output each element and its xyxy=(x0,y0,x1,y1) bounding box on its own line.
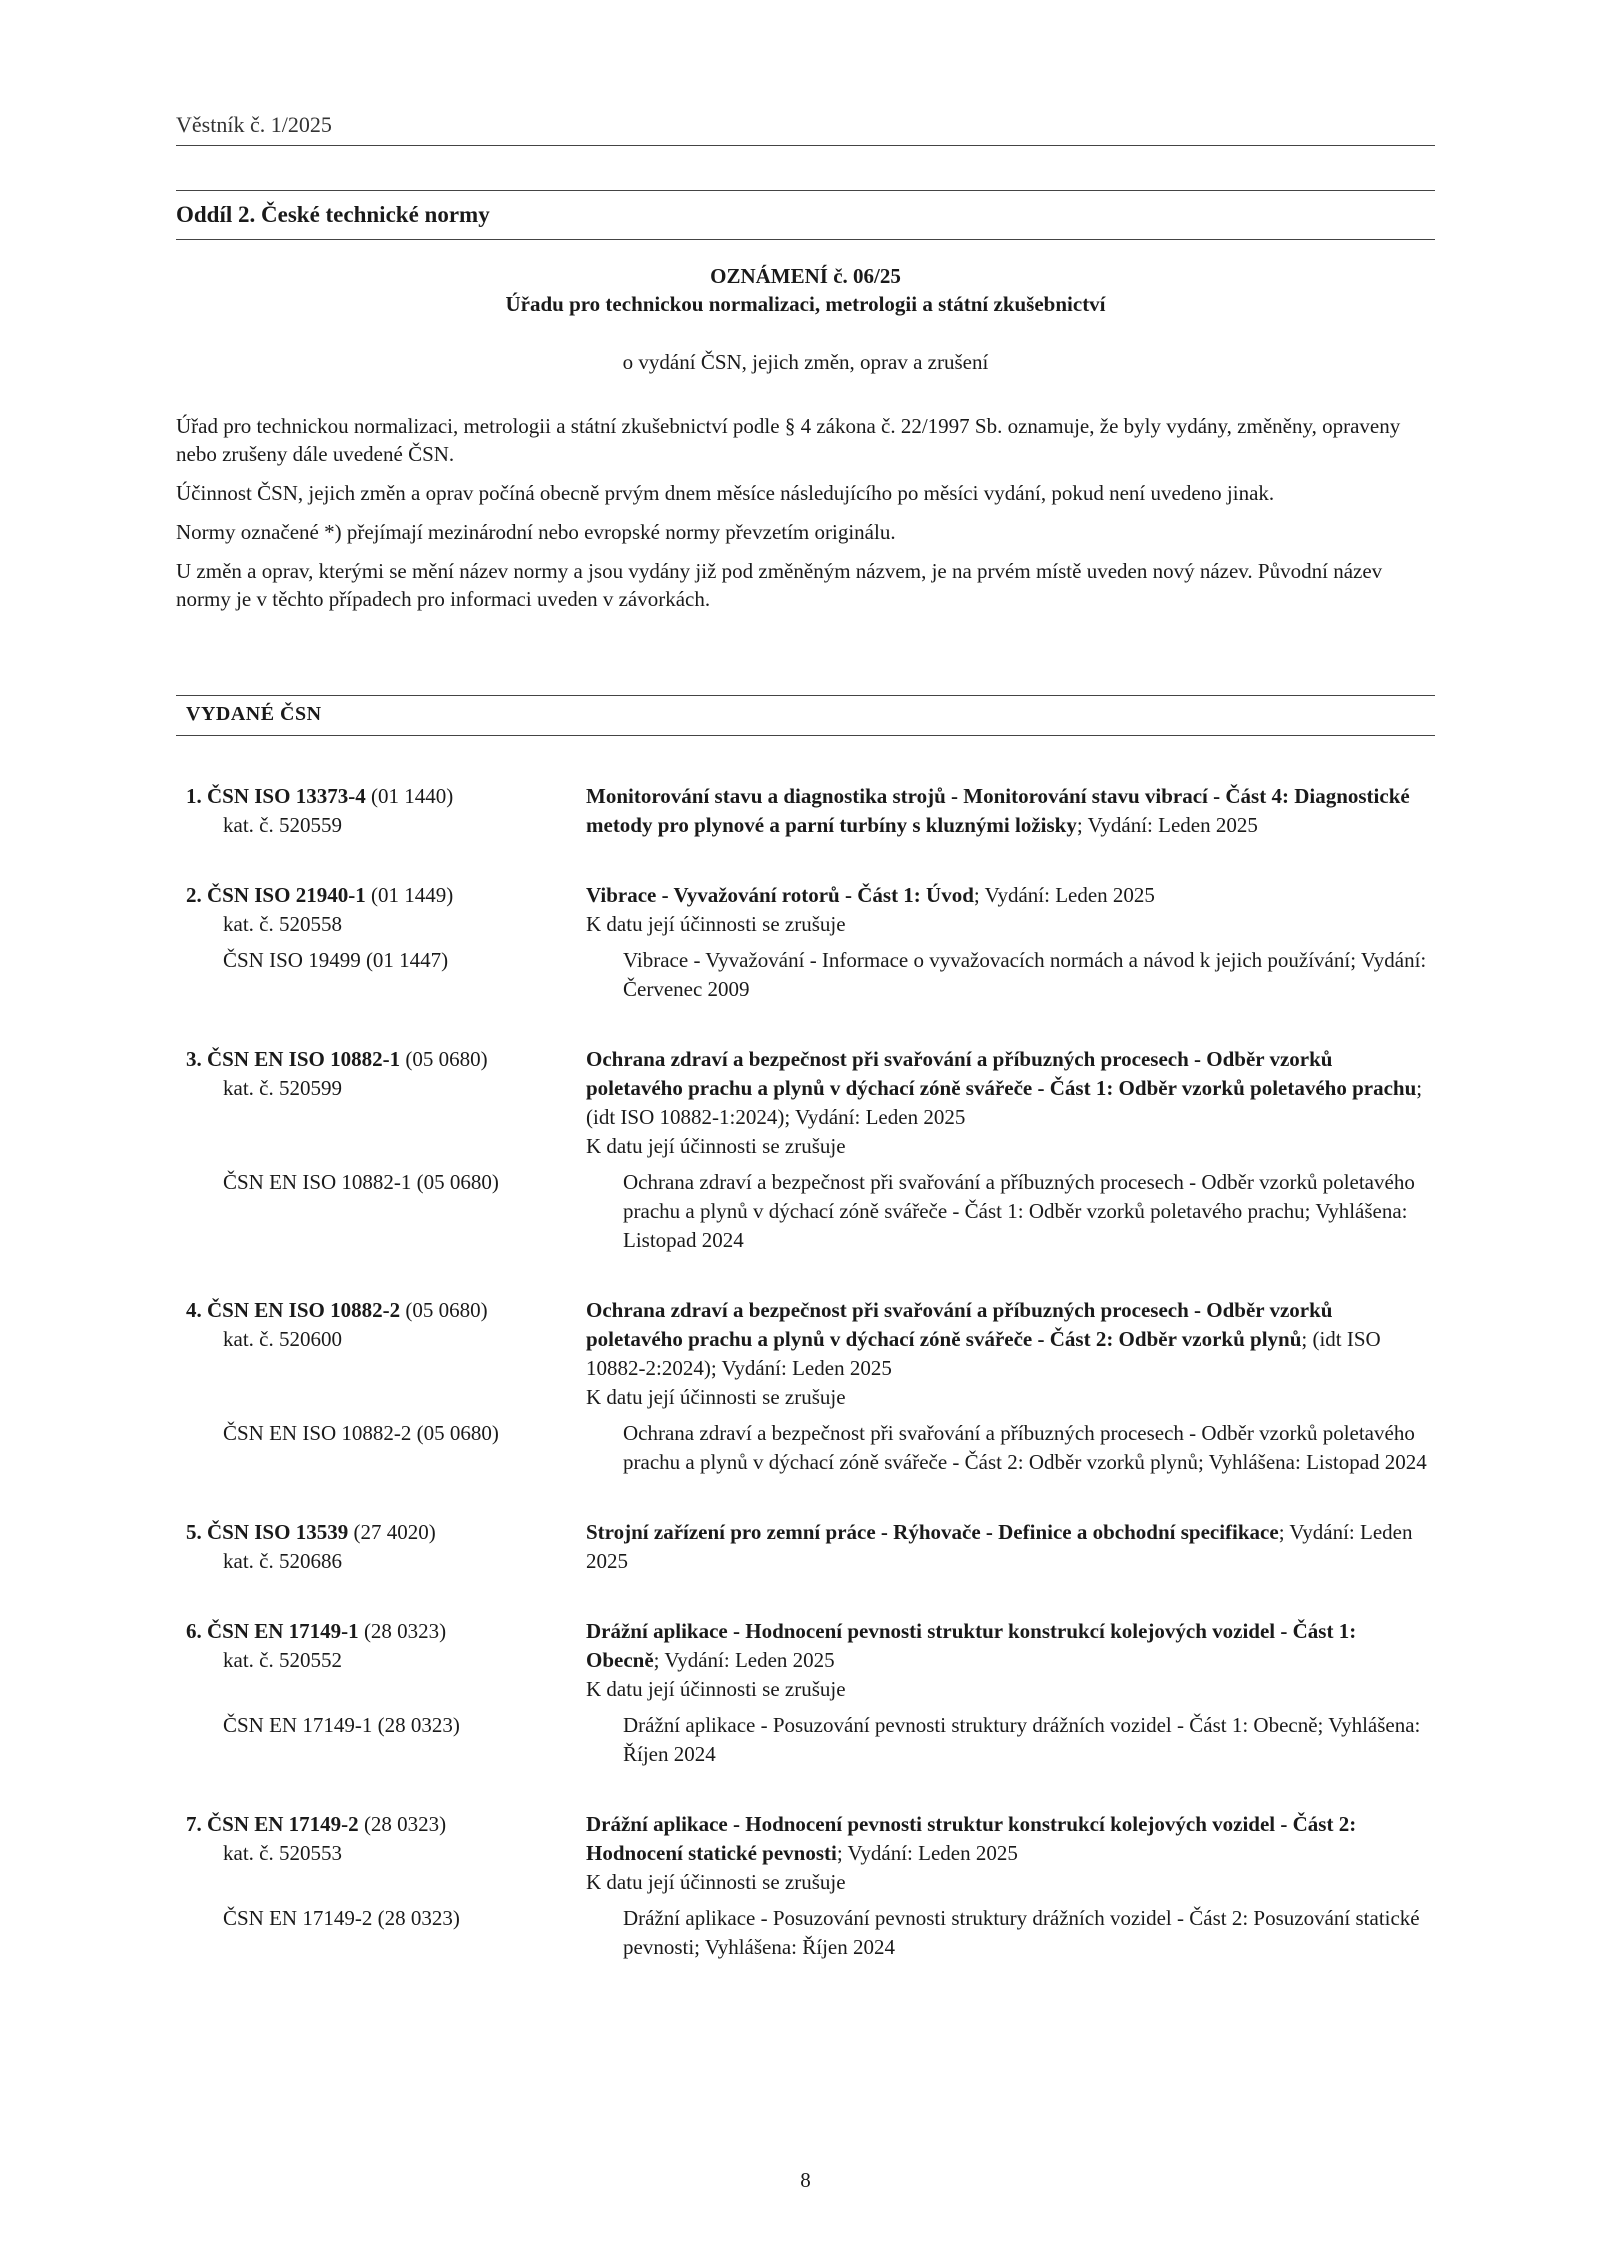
list-rule-top xyxy=(176,695,1435,696)
standard-entry xyxy=(186,1810,1435,1962)
catalog-number: kat. č. 520552 xyxy=(223,1648,342,1672)
standard-details: ; Vydání: Leden 2025 xyxy=(836,1841,1018,1865)
notice-subtitle: o vydání ČSN, jejich změn, oprav a zrušení xyxy=(622,350,989,374)
classification-number: (28 0323) xyxy=(358,1812,447,1836)
standard-entry xyxy=(186,881,1435,1004)
standard-entry xyxy=(186,782,1435,840)
replaced-standard xyxy=(186,1904,1435,1962)
replaced-standard xyxy=(186,1419,1435,1477)
standard-code: 4. ČSN EN ISO 10882-2 xyxy=(186,1298,401,1322)
standard-title: Drážní aplikace - Hodnocení pevnosti struktur konstrukcí kolejových vozidel - Část 2: Hodnocení statické pevnosti xyxy=(586,1812,1357,1865)
intro-paragraph: Normy označené *) přejímají mezinárodní nebo evropské normy převzetím originálu. xyxy=(176,520,896,544)
replaced-code: ČSN ISO 19499 (01 1447) xyxy=(223,948,449,972)
replaced-standard xyxy=(186,946,1435,1004)
replaced-code: ČSN EN 17149-1 (28 0323) xyxy=(223,1713,460,1737)
catalog-number: kat. č. 520558 xyxy=(223,912,342,936)
standard-details: ; Vydání: Leden 2025 xyxy=(586,1520,1413,1573)
standard-entry xyxy=(186,1045,1435,1255)
standard-description xyxy=(586,782,1426,840)
catalog-number: kat. č. 520686 xyxy=(223,1549,342,1573)
replaced-code: ČSN EN ISO 10882-1 (05 0680) xyxy=(223,1170,499,1194)
catalog-number: kat. č. 520599 xyxy=(223,1076,342,1100)
cancellation-note: K datu její účinnosti se zrušuje xyxy=(586,1870,846,1894)
standard-code: 7. ČSN EN 17149-2 xyxy=(186,1812,359,1836)
classification-number: (28 0323) xyxy=(358,1619,447,1643)
section-title: Oddíl 2. České technické normy xyxy=(176,202,490,227)
standard-details: ; Vydání: Leden 2025 xyxy=(973,883,1155,907)
cancellation-note: K datu její účinnosti se zrušuje xyxy=(586,1385,846,1409)
catalog-number: kat. č. 520553 xyxy=(223,1841,342,1865)
standard-id xyxy=(186,1617,586,1704)
standard-id xyxy=(186,881,586,939)
notice-title: OZNÁMENÍ č. 06/25 xyxy=(710,264,901,288)
replaced-description: Ochrana zdraví a bezpečnost při svařování a příbuzných procesech - Odběr vzorků poletavého prachu a plynů v dýchací zóně svářeče - Část 2: Odběr vzorků plynů; Vyhlášena: Listopad 2024 xyxy=(623,1421,1427,1474)
standard-id xyxy=(186,782,586,840)
standard-description xyxy=(586,1045,1426,1161)
replaced-description: Drážní aplikace - Posuzování pevnosti struktury drážních vozidel - Část 1: Obecně; Vyhlášena: Říjen 2024 xyxy=(623,1713,1421,1766)
standard-details: ; Vydání: Leden 2025 xyxy=(1076,813,1258,837)
classification-number: (05 0680) xyxy=(400,1298,488,1322)
classification-number: (01 1440) xyxy=(365,784,454,808)
standard-description xyxy=(586,1518,1426,1576)
list-rule-bottom xyxy=(176,735,1435,736)
header-rule xyxy=(176,145,1435,146)
replaced-description: Vibrace - Vyvažování - Informace o vyvažovacích normách a návod k jejich používání; Vydání: Červenec 2009 xyxy=(623,948,1427,1001)
standard-details: ; (idt ISO 10882-2:2024); Vydání: Leden 2025 xyxy=(586,1327,1381,1380)
standard-code: 1. ČSN ISO 13373-4 xyxy=(186,784,366,808)
replaced-code: ČSN EN ISO 10882-2 (05 0680) xyxy=(223,1421,499,1445)
replaced-description: Ochrana zdraví a bezpečnost při svařování a příbuzných procesech - Odběr vzorků poletavého prachu a plynů v dýchací zóně svářeče - Část 1: Odběr vzorků poletavého prachu; Vyhlášena: Listopad 2024 xyxy=(623,1170,1415,1252)
notice-heading xyxy=(176,262,1435,318)
section-rule-bottom xyxy=(176,239,1435,240)
standard-id xyxy=(186,1518,586,1576)
standard-description xyxy=(586,881,1426,939)
catalog-number: kat. č. 520600 xyxy=(223,1327,342,1351)
classification-number: (05 0680) xyxy=(400,1047,488,1071)
standard-entry xyxy=(186,1518,1435,1576)
classification-number: (01 1449) xyxy=(365,883,454,907)
standard-details: ; (idt ISO 10882-1:2024); Vydání: Leden 2025 xyxy=(586,1076,1423,1129)
standard-title: Strojní zařízení pro zemní práce - Rýhovače - Definice a obchodní specifikace xyxy=(586,1520,1279,1544)
standard-entry xyxy=(186,1617,1435,1769)
cancellation-note: K datu její účinnosti se zrušuje xyxy=(586,1677,846,1701)
standard-id xyxy=(186,1810,586,1897)
intro-paragraph: Úřad pro technickou normalizaci, metrologii a státní zkušebnictví podle § 4 zákona č. 22/1997 Sb. oznamuje, že byly vydány, změněny, opraveny nebo zrušeny dále uvedené ČSN. xyxy=(176,414,1401,466)
running-head: Věstník č. 1/2025 xyxy=(176,112,332,137)
cancellation-note: K datu její účinnosti se zrušuje xyxy=(586,912,846,936)
standard-code: 6. ČSN EN 17149-1 xyxy=(186,1619,359,1643)
standard-id xyxy=(186,1296,586,1412)
standard-code: 2. ČSN ISO 21940-1 xyxy=(186,883,366,907)
cancellation-note: K datu její účinnosti se zrušuje xyxy=(586,1134,846,1158)
list-heading: VYDANÉ ČSN xyxy=(186,703,322,725)
standards-list xyxy=(186,782,1435,2003)
intro-text xyxy=(176,412,1435,624)
replaced-code: ČSN EN 17149-2 (28 0323) xyxy=(223,1906,460,1930)
standard-entry xyxy=(186,1296,1435,1477)
standard-id xyxy=(186,1045,586,1161)
document-page xyxy=(176,0,1435,2263)
standard-code: 5. ČSN ISO 13539 xyxy=(186,1520,349,1544)
standard-description xyxy=(586,1296,1426,1412)
standard-code: 3. ČSN EN ISO 10882-1 xyxy=(186,1047,401,1071)
standard-details: ; Vydání: Leden 2025 xyxy=(653,1648,835,1672)
standard-title: Drážní aplikace - Hodnocení pevnosti struktur konstrukcí kolejových vozidel - Část 1: Obecně xyxy=(586,1619,1357,1672)
intro-paragraph: U změn a oprav, kterými se mění název normy a jsou vydány již pod změněným názvem, je na prvém místě uveden nový název. Původní název normy je v těchto případech pro informaci uveden v závorkách. xyxy=(176,559,1383,611)
standard-description xyxy=(586,1617,1426,1704)
intro-paragraph: Účinnost ČSN, jejich změn a oprav počíná obecně prvým dnem měsíce následujícího po měsíci vydání, pokud není uvedeno jinak. xyxy=(176,481,1275,505)
standard-description xyxy=(586,1810,1426,1897)
replaced-standard xyxy=(186,1711,1435,1769)
standard-title: Ochrana zdraví a bezpečnost při svařování a příbuzných procesech - Odběr vzorků poletavého prachu a plynů v dýchací zóně svářeče - Část 2: Odběr vzorků plynů xyxy=(586,1298,1333,1351)
section-rule-top xyxy=(176,190,1435,191)
standard-title: Vibrace - Vyvažování rotorů - Část 1: Úvod xyxy=(586,883,974,907)
notice-issuer: Úřadu pro technickou normalizaci, metrologii a státní zkušebnictví xyxy=(505,292,1106,316)
catalog-number: kat. č. 520559 xyxy=(223,813,342,837)
replaced-description: Drážní aplikace - Posuzování pevnosti struktury drážních vozidel - Část 2: Posuzování statické pevnosti; Vyhlášena: Říjen 2024 xyxy=(623,1906,1420,1959)
standard-title: Ochrana zdraví a bezpečnost při svařování a příbuzných procesech - Odběr vzorků poletavého prachu a plynů v dýchací zóně svářeče - Část 1: Odběr vzorků poletavého prachu xyxy=(586,1047,1417,1100)
classification-number: (27 4020) xyxy=(348,1520,436,1544)
replaced-standard xyxy=(186,1168,1435,1255)
page-number: 8 xyxy=(800,2168,811,2192)
standard-title: Monitorování stavu a diagnostika strojů - Monitorování stavu vibrací - Část 4: Diagnostické metody pro plynové a parní turbíny s kluznými ložisky xyxy=(586,784,1410,837)
